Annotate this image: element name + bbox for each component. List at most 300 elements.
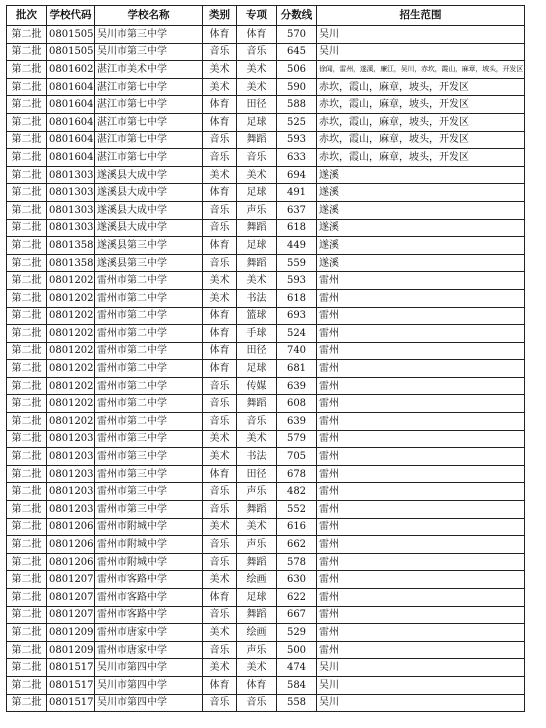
enrollment-scope-cell: 赤坎，霞山，麻章，坡头，开发区 xyxy=(317,131,525,149)
category-cell: 美术 xyxy=(203,289,237,307)
specialty-cell: 书法 xyxy=(237,448,277,466)
table-row xyxy=(7,536,525,554)
school-code-cell: 0801206 xyxy=(47,536,95,554)
specialty-cell: 舞蹈 xyxy=(237,553,277,571)
table-row xyxy=(7,113,525,131)
school-code-cell: 0801203 xyxy=(47,465,95,483)
category-cell: 美术 xyxy=(203,430,237,448)
enrollment-scope-cell: 雷州 xyxy=(317,553,525,571)
school-name-cell: 雷州市唐家中学 xyxy=(95,641,203,659)
batch-cell: 第二批 xyxy=(7,571,47,589)
enrollment-scope-cell: 吴川 xyxy=(317,43,525,61)
score-line-cell: 449 xyxy=(277,237,317,255)
school-code-cell: 0801202 xyxy=(47,325,95,343)
school-name-cell: 吴川市第四中学 xyxy=(95,659,203,677)
header-batch: 批次 xyxy=(7,6,47,26)
table-row xyxy=(7,589,525,607)
specialty-cell: 舞蹈 xyxy=(237,606,277,624)
enrollment-scope-cell: 雷州 xyxy=(317,606,525,624)
enrollment-scope-cell: 遂溪 xyxy=(317,237,525,255)
table-row xyxy=(7,624,525,642)
category-cell: 音乐 xyxy=(203,536,237,554)
school-code-cell: 0801207 xyxy=(47,571,95,589)
batch-cell: 第二批 xyxy=(7,219,47,237)
batch-cell: 第二批 xyxy=(7,465,47,483)
table-row xyxy=(7,395,525,413)
batch-cell: 第二批 xyxy=(7,201,47,219)
score-line-cell: 693 xyxy=(277,307,317,325)
table-row xyxy=(7,184,525,202)
school-name-cell: 雷州市第二中学 xyxy=(95,377,203,395)
table-row xyxy=(7,606,525,624)
table-row xyxy=(7,342,525,360)
specialty-cell: 音乐 xyxy=(237,413,277,431)
school-name-cell: 遂溪县大成中学 xyxy=(95,219,203,237)
school-code-cell: 0801517 xyxy=(47,659,95,677)
specialty-cell: 舞蹈 xyxy=(237,254,277,272)
category-cell: 美术 xyxy=(203,166,237,184)
school-name-cell: 雷州市第二中学 xyxy=(95,325,203,343)
batch-cell: 第二批 xyxy=(7,360,47,378)
table-row xyxy=(7,26,525,44)
category-cell: 美术 xyxy=(203,78,237,96)
school-code-cell: 0801203 xyxy=(47,430,95,448)
table-row xyxy=(7,448,525,466)
enrollment-scope-cell: 赤坎，霞山，麻章，坡头，开发区 xyxy=(317,149,525,167)
score-line-cell: 694 xyxy=(277,166,317,184)
score-line-cell: 637 xyxy=(277,201,317,219)
school-name-cell: 吴川市第四中学 xyxy=(95,676,203,694)
batch-cell: 第二批 xyxy=(7,272,47,290)
school-name-cell: 雷州市第三中学 xyxy=(95,465,203,483)
school-code-cell: 0801202 xyxy=(47,395,95,413)
header-specialty: 专项 xyxy=(237,6,277,26)
table-row xyxy=(7,553,525,571)
specialty-cell: 音乐 xyxy=(237,149,277,167)
category-cell: 音乐 xyxy=(203,149,237,167)
specialty-cell: 书法 xyxy=(237,289,277,307)
category-cell: 音乐 xyxy=(203,413,237,431)
batch-cell: 第二批 xyxy=(7,78,47,96)
category-cell: 体育 xyxy=(203,342,237,360)
school-name-cell: 吴川市第四中学 xyxy=(95,694,203,712)
header-category: 类别 xyxy=(203,6,237,26)
category-cell: 音乐 xyxy=(203,131,237,149)
enrollment-scope-cell: 雷州 xyxy=(317,360,525,378)
school-name-cell: 雷州市唐家中学 xyxy=(95,624,203,642)
batch-cell: 第二批 xyxy=(7,395,47,413)
batch-cell: 第二批 xyxy=(7,413,47,431)
enrollment-scope-cell: 雷州 xyxy=(317,342,525,360)
table-row xyxy=(7,61,525,79)
table-row xyxy=(7,289,525,307)
school-name-cell: 雷州市第二中学 xyxy=(95,272,203,290)
category-cell: 体育 xyxy=(203,360,237,378)
school-name-cell: 雷州市第三中学 xyxy=(95,501,203,519)
category-cell: 美术 xyxy=(203,272,237,290)
category-cell: 体育 xyxy=(203,676,237,694)
specialty-cell: 美术 xyxy=(237,518,277,536)
table-row xyxy=(7,272,525,290)
enrollment-scope-cell: 遂溪 xyxy=(317,254,525,272)
category-cell: 美术 xyxy=(203,518,237,536)
category-cell: 美术 xyxy=(203,659,237,677)
enrollment-scope-cell: 吴川 xyxy=(317,676,525,694)
table-row xyxy=(7,360,525,378)
school-name-cell: 雷州市第二中学 xyxy=(95,289,203,307)
school-code-cell: 0801203 xyxy=(47,501,95,519)
enrollment-scope-cell: 雷州 xyxy=(317,272,525,290)
school-name-cell: 湛江市第七中学 xyxy=(95,96,203,114)
specialty-cell: 声乐 xyxy=(237,536,277,554)
category-cell: 音乐 xyxy=(203,377,237,395)
school-name-cell: 遂溪县第三中学 xyxy=(95,254,203,272)
enrollment-scope-cell: 遂溪 xyxy=(317,201,525,219)
school-code-cell: 0801202 xyxy=(47,307,95,325)
enrollment-scope-cell: 徐闻，雷州，遂溪，廉江，吴川，赤坎，霞山，麻章，坡头，开发区 xyxy=(317,61,525,79)
school-code-cell: 0801517 xyxy=(47,676,95,694)
specialty-cell: 足球 xyxy=(237,184,277,202)
score-line-cell: 579 xyxy=(277,430,317,448)
enrollment-scope-cell: 吴川 xyxy=(317,26,525,44)
batch-cell: 第二批 xyxy=(7,518,47,536)
batch-cell: 第二批 xyxy=(7,377,47,395)
score-line-cell: 622 xyxy=(277,589,317,607)
score-line-cell: 570 xyxy=(277,26,317,44)
specialty-cell: 美术 xyxy=(237,166,277,184)
category-cell: 音乐 xyxy=(203,606,237,624)
enrollment-scope-cell: 雷州 xyxy=(317,448,525,466)
school-name-cell: 雷州市附城中学 xyxy=(95,553,203,571)
table-row xyxy=(7,501,525,519)
table-row xyxy=(7,78,525,96)
school-name-cell: 遂溪县第三中学 xyxy=(95,237,203,255)
school-code-cell: 0801202 xyxy=(47,342,95,360)
category-cell: 音乐 xyxy=(203,254,237,272)
school-code-cell: 0801505 xyxy=(47,26,95,44)
table-row xyxy=(7,641,525,659)
school-name-cell: 遂溪县大成中学 xyxy=(95,201,203,219)
batch-cell: 第二批 xyxy=(7,536,47,554)
enrollment-scope-cell: 雷州 xyxy=(317,377,525,395)
specialty-cell: 田径 xyxy=(237,342,277,360)
category-cell: 体育 xyxy=(203,96,237,114)
enrollment-scope-cell: 吴川 xyxy=(317,659,525,677)
enrollment-scope-cell: 赤坎，霞山，麻章，坡头，开发区 xyxy=(317,78,525,96)
score-line-cell: 500 xyxy=(277,641,317,659)
batch-cell: 第二批 xyxy=(7,237,47,255)
batch-cell: 第二批 xyxy=(7,641,47,659)
category-cell: 体育 xyxy=(203,589,237,607)
batch-cell: 第二批 xyxy=(7,61,47,79)
batch-cell: 第二批 xyxy=(7,325,47,343)
score-line-cell: 633 xyxy=(277,149,317,167)
school-name-cell: 雷州市第三中学 xyxy=(95,483,203,501)
specialty-cell: 美术 xyxy=(237,78,277,96)
school-name-cell: 遂溪县大成中学 xyxy=(95,184,203,202)
school-name-cell: 雷州市附城中学 xyxy=(95,518,203,536)
table-row xyxy=(7,430,525,448)
enrollment-scope-cell: 雷州 xyxy=(317,307,525,325)
batch-cell: 第二批 xyxy=(7,694,47,712)
school-name-cell: 湛江市第七中学 xyxy=(95,113,203,131)
score-line-cell: 524 xyxy=(277,325,317,343)
specialty-cell: 绘画 xyxy=(237,624,277,642)
school-code-cell: 0801604 xyxy=(47,96,95,114)
category-cell: 体育 xyxy=(203,237,237,255)
school-name-cell: 雷州市第二中学 xyxy=(95,342,203,360)
school-code-cell: 0801202 xyxy=(47,377,95,395)
score-line-cell: 645 xyxy=(277,43,317,61)
enrollment-scope-cell: 雷州 xyxy=(317,624,525,642)
table-row xyxy=(7,131,525,149)
category-cell: 美术 xyxy=(203,61,237,79)
specialty-cell: 绘画 xyxy=(237,571,277,589)
school-name-cell: 湛江市第七中学 xyxy=(95,131,203,149)
specialty-cell: 舞蹈 xyxy=(237,395,277,413)
table-row xyxy=(7,483,525,501)
score-line-cell: 559 xyxy=(277,254,317,272)
specialty-cell: 足球 xyxy=(237,237,277,255)
batch-cell: 第二批 xyxy=(7,307,47,325)
school-name-cell: 雷州市第二中学 xyxy=(95,413,203,431)
enrollment-scope-cell: 雷州 xyxy=(317,501,525,519)
school-code-cell: 0801202 xyxy=(47,413,95,431)
school-code-cell: 0801303 xyxy=(47,201,95,219)
school-name-cell: 雷州市客路中学 xyxy=(95,571,203,589)
specialty-cell: 足球 xyxy=(237,589,277,607)
specialty-cell: 足球 xyxy=(237,113,277,131)
category-cell: 音乐 xyxy=(203,553,237,571)
batch-cell: 第二批 xyxy=(7,448,47,466)
score-line-cell: 588 xyxy=(277,96,317,114)
category-cell: 音乐 xyxy=(203,501,237,519)
enrollment-scope-cell: 雷州 xyxy=(317,395,525,413)
school-name-cell: 雷州市第二中学 xyxy=(95,360,203,378)
category-cell: 音乐 xyxy=(203,694,237,712)
batch-cell: 第二批 xyxy=(7,289,47,307)
score-line-cell: 525 xyxy=(277,113,317,131)
school-code-cell: 0801209 xyxy=(47,624,95,642)
enrollment-scope-cell: 雷州 xyxy=(317,465,525,483)
category-cell: 体育 xyxy=(203,26,237,44)
category-cell: 美术 xyxy=(203,624,237,642)
school-name-cell: 雷州市第三中学 xyxy=(95,448,203,466)
enrollment-scope-cell: 雷州 xyxy=(317,641,525,659)
school-name-cell: 湛江市第七中学 xyxy=(95,149,203,167)
score-line-cell: 474 xyxy=(277,659,317,677)
table-row xyxy=(7,96,525,114)
batch-cell: 第二批 xyxy=(7,659,47,677)
score-line-cell: 529 xyxy=(277,624,317,642)
school-code-cell: 0801602 xyxy=(47,61,95,79)
batch-cell: 第二批 xyxy=(7,131,47,149)
table-row xyxy=(7,149,525,167)
batch-cell: 第二批 xyxy=(7,149,47,167)
specialty-cell: 田径 xyxy=(237,96,277,114)
school-code-cell: 0801202 xyxy=(47,360,95,378)
score-line-cell: 678 xyxy=(277,465,317,483)
specialty-cell: 美术 xyxy=(237,272,277,290)
batch-cell: 第二批 xyxy=(7,430,47,448)
category-cell: 音乐 xyxy=(203,219,237,237)
enrollment-scope-cell: 吴川 xyxy=(317,694,525,712)
specialty-cell: 音乐 xyxy=(237,43,277,61)
table-row xyxy=(7,166,525,184)
score-line-cell: 667 xyxy=(277,606,317,624)
enrollment-scope-cell: 雷州 xyxy=(317,289,525,307)
score-line-cell: 506 xyxy=(277,61,317,79)
batch-cell: 第二批 xyxy=(7,676,47,694)
enrollment-scope-cell: 雷州 xyxy=(317,430,525,448)
table-row xyxy=(7,676,525,694)
score-line-cell: 639 xyxy=(277,413,317,431)
table-row xyxy=(7,571,525,589)
enrollment-scope-cell: 雷州 xyxy=(317,483,525,501)
school-name-cell: 雷州市客路中学 xyxy=(95,589,203,607)
score-line-cell: 630 xyxy=(277,571,317,589)
score-line-cell: 558 xyxy=(277,694,317,712)
header-school-name: 学校名称 xyxy=(95,6,203,26)
school-name-cell: 湛江市第七中学 xyxy=(95,78,203,96)
score-line-cell: 681 xyxy=(277,360,317,378)
score-line-cell: 618 xyxy=(277,219,317,237)
table-row xyxy=(7,254,525,272)
school-name-cell: 雷州市第三中学 xyxy=(95,430,203,448)
category-cell: 音乐 xyxy=(203,641,237,659)
batch-cell: 第二批 xyxy=(7,483,47,501)
specialty-cell: 体育 xyxy=(237,676,277,694)
batch-cell: 第二批 xyxy=(7,26,47,44)
specialty-cell: 篮球 xyxy=(237,307,277,325)
specialty-cell: 声乐 xyxy=(237,201,277,219)
enrollment-scope-cell: 雷州 xyxy=(317,589,525,607)
category-cell: 体育 xyxy=(203,465,237,483)
category-cell: 音乐 xyxy=(203,43,237,61)
school-name-cell: 吴川市第三中学 xyxy=(95,43,203,61)
batch-cell: 第二批 xyxy=(7,96,47,114)
batch-cell: 第二批 xyxy=(7,589,47,607)
batch-cell: 第二批 xyxy=(7,113,47,131)
school-code-cell: 0801202 xyxy=(47,289,95,307)
category-cell: 体育 xyxy=(203,325,237,343)
specialty-cell: 手球 xyxy=(237,325,277,343)
score-line-cell: 662 xyxy=(277,536,317,554)
specialty-cell: 体育 xyxy=(237,26,277,44)
school-code-cell: 0801206 xyxy=(47,518,95,536)
score-line-cell: 482 xyxy=(277,483,317,501)
batch-cell: 第二批 xyxy=(7,553,47,571)
batch-cell: 第二批 xyxy=(7,43,47,61)
table-row xyxy=(7,465,525,483)
score-line-cell: 552 xyxy=(277,501,317,519)
specialty-cell: 美术 xyxy=(237,659,277,677)
score-line-cell: 618 xyxy=(277,289,317,307)
score-line-cell: 705 xyxy=(277,448,317,466)
school-code-cell: 0801604 xyxy=(47,131,95,149)
batch-cell: 第二批 xyxy=(7,166,47,184)
score-line-cell: 590 xyxy=(277,78,317,96)
school-code-cell: 0801206 xyxy=(47,553,95,571)
table-row xyxy=(7,307,525,325)
header-score-line: 分数线 xyxy=(277,6,317,26)
school-code-cell: 0801303 xyxy=(47,184,95,202)
table-row xyxy=(7,518,525,536)
score-line-cell: 639 xyxy=(277,377,317,395)
specialty-cell: 传媒 xyxy=(237,377,277,395)
table-row xyxy=(7,659,525,677)
school-code-cell: 0801604 xyxy=(47,78,95,96)
category-cell: 体育 xyxy=(203,184,237,202)
enrollment-scope-cell: 雷州 xyxy=(317,413,525,431)
score-line-cell: 740 xyxy=(277,342,317,360)
table-row xyxy=(7,413,525,431)
enrollment-scope-cell: 雷州 xyxy=(317,325,525,343)
admission-score-table xyxy=(6,5,525,712)
school-code-cell: 0801604 xyxy=(47,149,95,167)
enrollment-scope-cell: 遂溪 xyxy=(317,166,525,184)
school-code-cell: 0801203 xyxy=(47,448,95,466)
school-code-cell: 0801202 xyxy=(47,272,95,290)
specialty-cell: 美术 xyxy=(237,430,277,448)
school-code-cell: 0801517 xyxy=(47,694,95,712)
school-name-cell: 雷州市第二中学 xyxy=(95,307,203,325)
category-cell: 音乐 xyxy=(203,395,237,413)
score-line-cell: 491 xyxy=(277,184,317,202)
table-row xyxy=(7,694,525,712)
score-line-cell: 578 xyxy=(277,553,317,571)
score-line-cell: 616 xyxy=(277,518,317,536)
category-cell: 音乐 xyxy=(203,483,237,501)
specialty-cell: 舞蹈 xyxy=(237,501,277,519)
specialty-cell: 田径 xyxy=(237,465,277,483)
table-row xyxy=(7,325,525,343)
specialty-cell: 声乐 xyxy=(237,641,277,659)
school-code-cell: 0801209 xyxy=(47,641,95,659)
school-code-cell: 0801358 xyxy=(47,237,95,255)
school-code-cell: 0801207 xyxy=(47,606,95,624)
batch-cell: 第二批 xyxy=(7,624,47,642)
specialty-cell: 声乐 xyxy=(237,483,277,501)
table-row xyxy=(7,43,525,61)
school-name-cell: 雷州市附城中学 xyxy=(95,536,203,554)
school-code-cell: 0801303 xyxy=(47,219,95,237)
specialty-cell: 足球 xyxy=(237,360,277,378)
enrollment-scope-cell: 雷州 xyxy=(317,571,525,589)
enrollment-scope-cell: 赤坎，霞山，麻章，坡头，开发区 xyxy=(317,96,525,114)
batch-cell: 第二批 xyxy=(7,184,47,202)
enrollment-scope-cell: 雷州 xyxy=(317,518,525,536)
batch-cell: 第二批 xyxy=(7,606,47,624)
enrollment-scope-cell: 赤坎，霞山，麻章，坡头，开发区 xyxy=(317,113,525,131)
table-row xyxy=(7,377,525,395)
school-code-cell: 0801303 xyxy=(47,166,95,184)
enrollment-scope-cell: 遂溪 xyxy=(317,219,525,237)
category-cell: 体育 xyxy=(203,113,237,131)
table-body xyxy=(7,26,525,712)
batch-cell: 第二批 xyxy=(7,501,47,519)
header-row xyxy=(7,6,525,26)
batch-cell: 第二批 xyxy=(7,342,47,360)
school-name-cell: 遂溪县大成中学 xyxy=(95,166,203,184)
enrollment-scope-cell: 遂溪 xyxy=(317,184,525,202)
score-line-cell: 593 xyxy=(277,131,317,149)
table-row xyxy=(7,237,525,255)
category-cell: 美术 xyxy=(203,448,237,466)
header-school-code: 学校代码 xyxy=(47,6,95,26)
school-name-cell: 湛江市美术中学 xyxy=(95,61,203,79)
batch-cell: 第二批 xyxy=(7,254,47,272)
